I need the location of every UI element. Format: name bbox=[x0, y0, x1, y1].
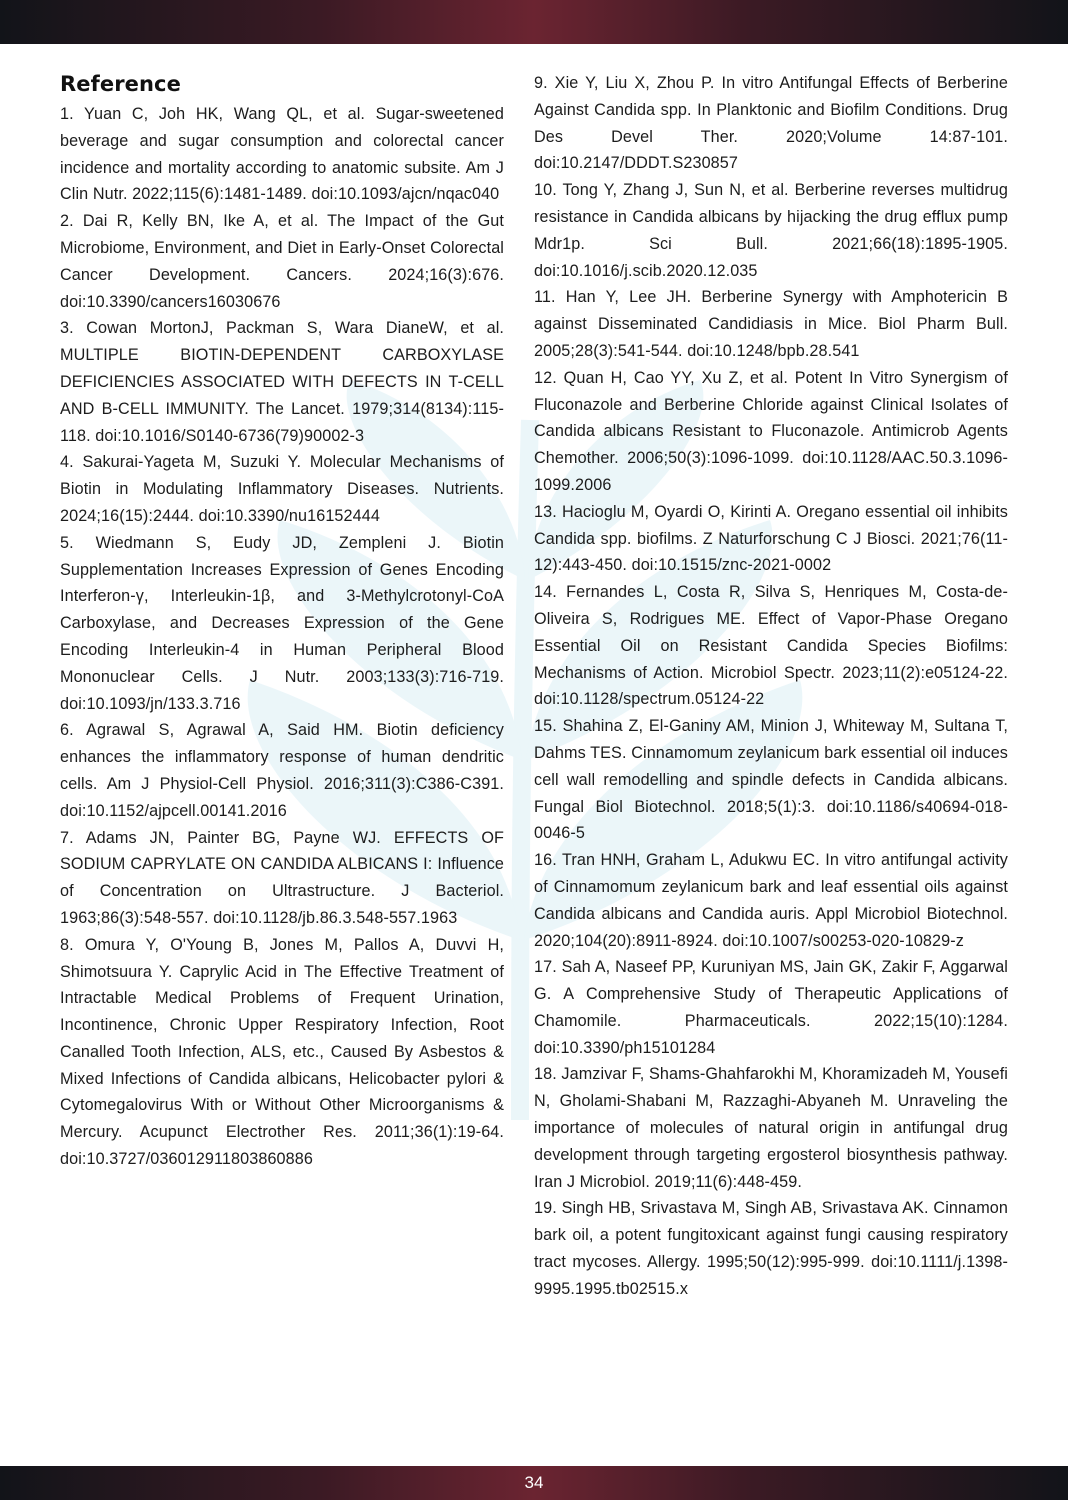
reference-item: 19. Singh HB, Srivastava M, Singh AB, Srivastava AK. Cinnamon bark oil, a potent fungitoxicant against fungi causing respiratory tract mycoses. Allergy. 1995;50(12):995-999. doi:10.1111/j.1398-9995.1995.tb02515.x bbox=[534, 1199, 1008, 1298]
reference-item: 18. Jamzivar F, Shams-Ghahfarokhi M, Khoramizadeh M, Yousefi N, Gholami-Shabani M, Razzaghi-Abyaneh M. Unraveling the importance of molecules of natural origin in antifungal drug development through targeting ergosterol biosynthesis pathway. Iran J Microbiol. 2019;11(6):448-459. bbox=[534, 1065, 1008, 1191]
reference-item: 10. Tong Y, Zhang J, Sun N, et al. Berberine reverses multidrug resistance in Candida albicans by hijacking the drug efflux pump Mdr1p. Sci Bull. 2021;66(18):1895-1905. doi:10.1016/j.scib.2020.12.035 bbox=[534, 181, 1008, 280]
reference-item: 11. Han Y, Lee JH. Berberine Synergy with Amphotericin B against Disseminated Candidiasis in Mice. Biol Pharm Bull. 2005;28(3):541-544. doi:10.1248/bpb.28.541 bbox=[534, 288, 1008, 360]
reference-item: 17. Sah A, Naseef PP, Kuruniyan MS, Jain GK, Zakir F, Aggarwal G. A Comprehensive Study of Therapeutic Applications of Chamomile. Pharmaceuticals. 2022;15(10):1284. doi:10.3390/ph15101284 bbox=[534, 958, 1008, 1057]
page-number: 34 bbox=[524, 1473, 544, 1492]
reference-item: 5. Wiedmann S, Eudy JD, Zempleni J. Biotin Supplementation Increases Expression of Genes Encoding Interferon-γ, Interleukin-1β, and 3-Methylcrotonyl-CoA Carboxylase, and Decreases Expression of the Gene Encoding Interleukin-4 in Human Peripheral Blood Mononuclear Cells. J Nutr. 2003;133(3):716-719. doi:10.1093/jn/133.3.716 bbox=[60, 533, 504, 713]
reference-item: 14. Fernandes L, Costa R, Silva S, Henriques M, Costa-de-Oliveira S, Rodrigues ME. Effect of Vapor-Phase Oregano Essential Oil on Resistant Candida Species Biofilms: Mechanisms of Action. Microbiol Spectr. 2023;11(2):e05124-22. doi:10.1128/spectrum.05124-22 bbox=[534, 583, 1008, 709]
reference-item: 7. Adams JN, Painter BG, Payne WJ. EFFECTS OF SODIUM CAPRYLATE ON CANDIDA ALBICANS I: Influence of Concentration on Ultrastructure. J Bacteriol. 1963;86(3):548-557. doi:10.1128/jb.86.3.548-557.1963 bbox=[60, 828, 504, 927]
reference-item: 1. Yuan C, Joh HK, Wang QL, et al. Sugar-sweetened beverage and sugar consumption and colorectal cancer incidence and mortality according to anatomic subsite. Am J Clin Nutr. 2022;115(6):1481-1489. doi:10.1093/ajcn/nqac040 bbox=[60, 105, 504, 204]
reference-item: 2. Dai R, Kelly BN, Ike A, et al. The Impact of the Gut Microbiome, Environment, and Diet in Early-Onset Colorectal Cancer Development. Cancers. 2024;16(3):676. doi:10.3390/cancers16030676 bbox=[60, 212, 504, 311]
reference-item: 8. Omura Y, O'Young B, Jones M, Pallos A, Duvvi H, Shimotsuura Y. Caprylic Acid in The Effective Treatment of Intractable Medical Problems of Frequent Urination, Incontinence, Chronic Upper Respiratory Infection, Root Canalled Tooth Infection, ALS, etc., Caused By Asbestos & Mixed Infections of Candida albicans, Helicobacter pylori & Cytomegalovirus With or Without Other Microorganisms & Mercury. Acupunct Electrother Res. 2011;36(1):19-64. doi:10.3727/036012911803860886 bbox=[60, 935, 504, 1169]
reference-item: 12. Quan H, Cao YY, Xu Z, et al. Potent In Vitro Synergism of Fluconazole and Berberine Chloride against Clinical Isolates of Candida albicans Resistant to Fluconazole. Antimicrob Agents Chemother. 2006;50(3):1096-1099. doi:10.1128/AAC.50.3.1096-1099.2006 bbox=[534, 368, 1008, 494]
footer-band bbox=[0, 1466, 1068, 1500]
references-column-right bbox=[534, 70, 1008, 1303]
reference-item: 3. Cowan MortonJ, Packman S, Wara DianeW, et al. MULTIPLE BIOTIN-DEPENDENT CARBOXYLASE DEFICIENCIES ASSOCIATED WITH DEFECTS IN T-CELL AND B-CELL IMMUNITY. The Lancet. 1979;314(8134):115-118. doi:10.1016/S0140-6736(79)90002-3 bbox=[60, 319, 504, 445]
reference-item: 6. Agrawal S, Agrawal A, Said HM. Biotin deficiency enhances the inflammatory response of human dendritic cells. Am J Physiol-Cell Physiol. 2016;311(3):C386-C391. doi:10.1152/ajpcell.00141.2016 bbox=[60, 721, 504, 820]
reference-item: 13. Hacioglu M, Oyardi O, Kirinti A. Oregano essential oil inhibits Candida spp. biofilms. Z Naturforschung C J Biosci. 2021;76(11-12):443-450. doi:10.1515/znc-2021-0002 bbox=[534, 502, 1008, 575]
section-heading: Reference bbox=[60, 72, 181, 96]
reference-item: 9. Xie Y, Liu X, Zhou P. In vitro Antifungal Effects of Berberine Against Candida spp. In Planktonic and Biofilm Conditions. Drug Des Devel Ther. 2020;Volume 14:87-101. doi:10.2147/DDDT.S230857 bbox=[534, 74, 1008, 173]
reference-item: 16. Tran HNH, Graham L, Adukwu EC. In vitro antifungal activity of Cinnamomum zeylanicum bark and leaf essential oils against Candida albicans and Candida auris. Appl Microbiol Biotechnol. 2020;104(20):8911-8924. doi:10.1007/s00253-020-10829-z bbox=[534, 851, 1008, 950]
references-column-left bbox=[60, 70, 504, 1173]
reference-item: 4. Sakurai-Yageta M, Suzuki Y. Molecular Mechanisms of Biotin in Modulating Inflammatory Diseases. Nutrients. 2024;16(15):2444. doi:10.3390/nu16152444 bbox=[60, 453, 504, 525]
reference-item: 15. Shahina Z, El-Ganiny AM, Minion J, Whiteway M, Sultana T, Dahms TES. Cinnamomum zeylanicum bark essential oil induces cell wall remodelling and spindle defects in Candida albicans. Fungal Biol Biotechnol. 2018;5(1):3. doi:10.1186/s40694-018-0046-5 bbox=[534, 717, 1008, 843]
header-band bbox=[0, 0, 1068, 44]
